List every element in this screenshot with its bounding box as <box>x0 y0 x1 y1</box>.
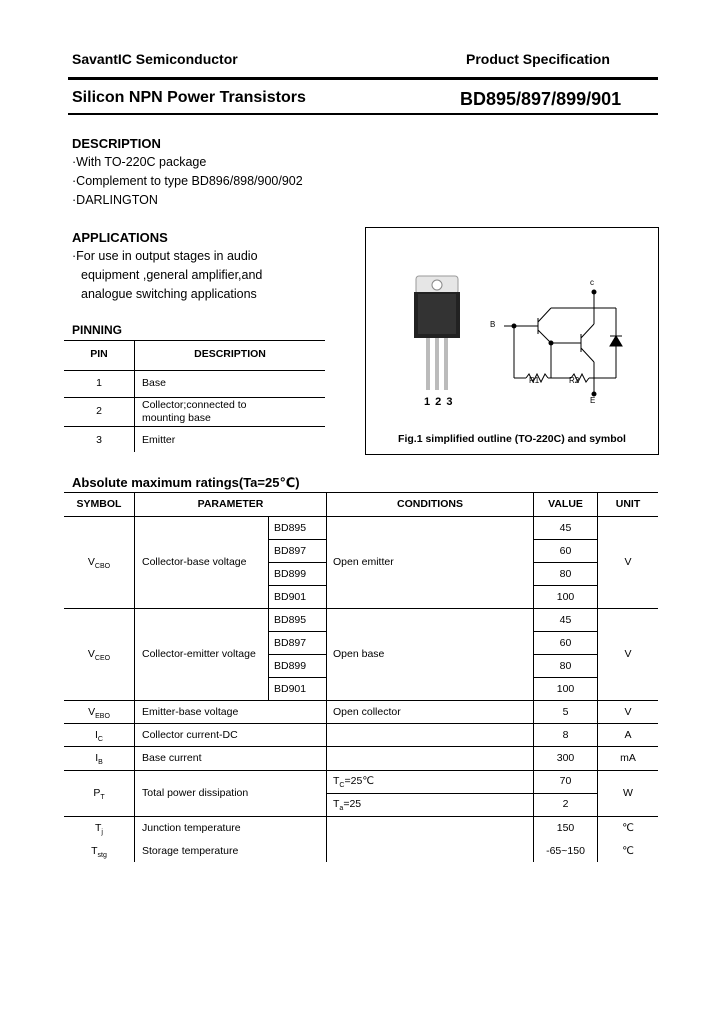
part-number: BD895 <box>274 614 307 626</box>
value: 2 <box>562 798 569 810</box>
lead-3 <box>444 338 448 390</box>
applications-line: equipment ,general amplifier,and <box>81 268 263 282</box>
value: -65~150 <box>546 845 585 857</box>
unit: V <box>624 648 632 660</box>
description-item: ·Complement to type BD896/898/900/902 <box>72 174 303 188</box>
pin-col-header: PIN <box>90 348 108 360</box>
cond-vceo: Open base <box>333 648 385 660</box>
param-vcbo: Collector-base voltage <box>142 556 247 568</box>
symbol-vebo: $V_{EBO}$ <box>88 706 110 721</box>
symbol-tstg: $T_{stg}$ <box>91 845 107 860</box>
value: 100 <box>556 683 575 695</box>
value: 300 <box>556 752 575 764</box>
lead-1 <box>426 338 430 390</box>
pin-description: Collector;connected to <box>142 399 247 411</box>
value: 60 <box>559 545 572 557</box>
param-ib: Base current <box>142 752 202 764</box>
value: 45 <box>559 614 572 626</box>
value: 8 <box>562 729 569 741</box>
cond-pt-2: $T_a=25$ <box>333 798 362 813</box>
company-name: SavantIC Semiconductor <box>72 51 238 67</box>
pin-description: Emitter <box>142 434 176 446</box>
param-tj: Junction temperature <box>142 822 241 834</box>
value: 60 <box>559 637 572 649</box>
package-outline-figure <box>366 228 658 454</box>
pin-number: 1 <box>96 377 102 389</box>
figure-box <box>365 227 659 455</box>
param-vceo: Collector-emitter voltage <box>142 648 256 660</box>
header-rule <box>68 77 658 80</box>
lead-2 <box>435 338 439 390</box>
applications-line: analogue switching applications <box>81 287 257 301</box>
mounting-hole <box>432 280 442 290</box>
cond-vebo: Open collector <box>333 706 401 718</box>
unit: mA <box>620 752 636 764</box>
symbol-tj: $T_j$ <box>95 822 103 837</box>
doc-type: Product Specification <box>466 51 610 67</box>
collector-label: c <box>590 278 594 287</box>
symbol-ib: $I_B$ <box>95 752 103 767</box>
description-item: ·DARLINGTON <box>72 193 158 207</box>
value: 70 <box>559 775 572 787</box>
unit: V <box>624 556 632 568</box>
param-ic: Collector current-DC <box>142 729 238 741</box>
pin-description-cont: mounting base <box>142 412 211 424</box>
pin-description: Base <box>142 377 166 389</box>
col-value: VALUE <box>548 498 583 510</box>
value: 80 <box>559 660 572 672</box>
applications-heading: APPLICATIONS <box>72 230 168 245</box>
col-conditions: CONDITIONS <box>397 498 463 510</box>
param-pt: Total power dissipation <box>142 787 249 799</box>
pinning-heading: PINNING <box>72 323 123 337</box>
part-number: BD899 <box>274 568 307 580</box>
part-number: BD901 <box>274 591 307 603</box>
r2-label: R2 <box>569 376 580 385</box>
base-label: B <box>490 320 496 329</box>
part-number: BD897 <box>274 637 307 649</box>
darlington-symbol <box>504 290 622 396</box>
value: 5 <box>562 706 569 718</box>
value: 100 <box>556 591 575 603</box>
value: 45 <box>559 522 572 534</box>
cond-pt-1: $T_C=25℃$ <box>333 775 375 790</box>
col-parameter: PARAMETER <box>197 498 264 510</box>
r1-label: R1 <box>529 376 540 385</box>
symbol-pt: $P_T$ <box>93 787 105 802</box>
symbol-ic: $I_C$ <box>95 729 103 744</box>
doc-title: Silicon NPN Power Transistors <box>72 89 306 106</box>
title-rule <box>68 113 658 115</box>
desc-col-header: DESCRIPTION <box>194 348 266 360</box>
value: 150 <box>556 822 575 834</box>
ratings-heading: Absolute maximum ratings(Ta=25℃) <box>72 475 300 490</box>
part-number: BD895 <box>274 522 307 534</box>
unit: A <box>624 729 632 741</box>
col-unit: UNIT <box>615 498 641 510</box>
unit: ℃ <box>622 822 634 834</box>
description-heading: DESCRIPTION <box>72 136 161 151</box>
emitter-label: E <box>590 396 596 405</box>
cond-vcbo: Open emitter <box>333 556 394 568</box>
pin-number-labels: 1 2 3 <box>424 396 453 408</box>
unit: W <box>623 787 633 799</box>
part-number: BD901 <box>274 683 307 695</box>
pin-number: 2 <box>96 405 102 417</box>
unit: V <box>624 706 632 718</box>
param-vebo: Emitter-base voltage <box>142 706 239 718</box>
symbol-vceo: $V_{CEO}$ <box>87 648 111 663</box>
figure-caption: Fig.1 simplified outline (TO-220C) and symbol <box>398 433 626 445</box>
pin-number: 3 <box>96 434 102 446</box>
symbol-vcbo: $V_{CBO}$ <box>87 556 111 571</box>
part-number: BD897 <box>274 545 307 557</box>
value: 80 <box>559 568 572 580</box>
applications-line: ·For use in output stages in audio <box>72 249 258 263</box>
col-symbol: SYMBOL <box>76 498 122 510</box>
param-tstg: Storage temperature <box>142 845 239 857</box>
description-item: ·With TO-220C package <box>72 155 207 169</box>
part-number: BD899 <box>274 660 307 672</box>
unit: ℃ <box>622 845 634 857</box>
part-numbers: BD895/897/899/901 <box>460 89 622 109</box>
